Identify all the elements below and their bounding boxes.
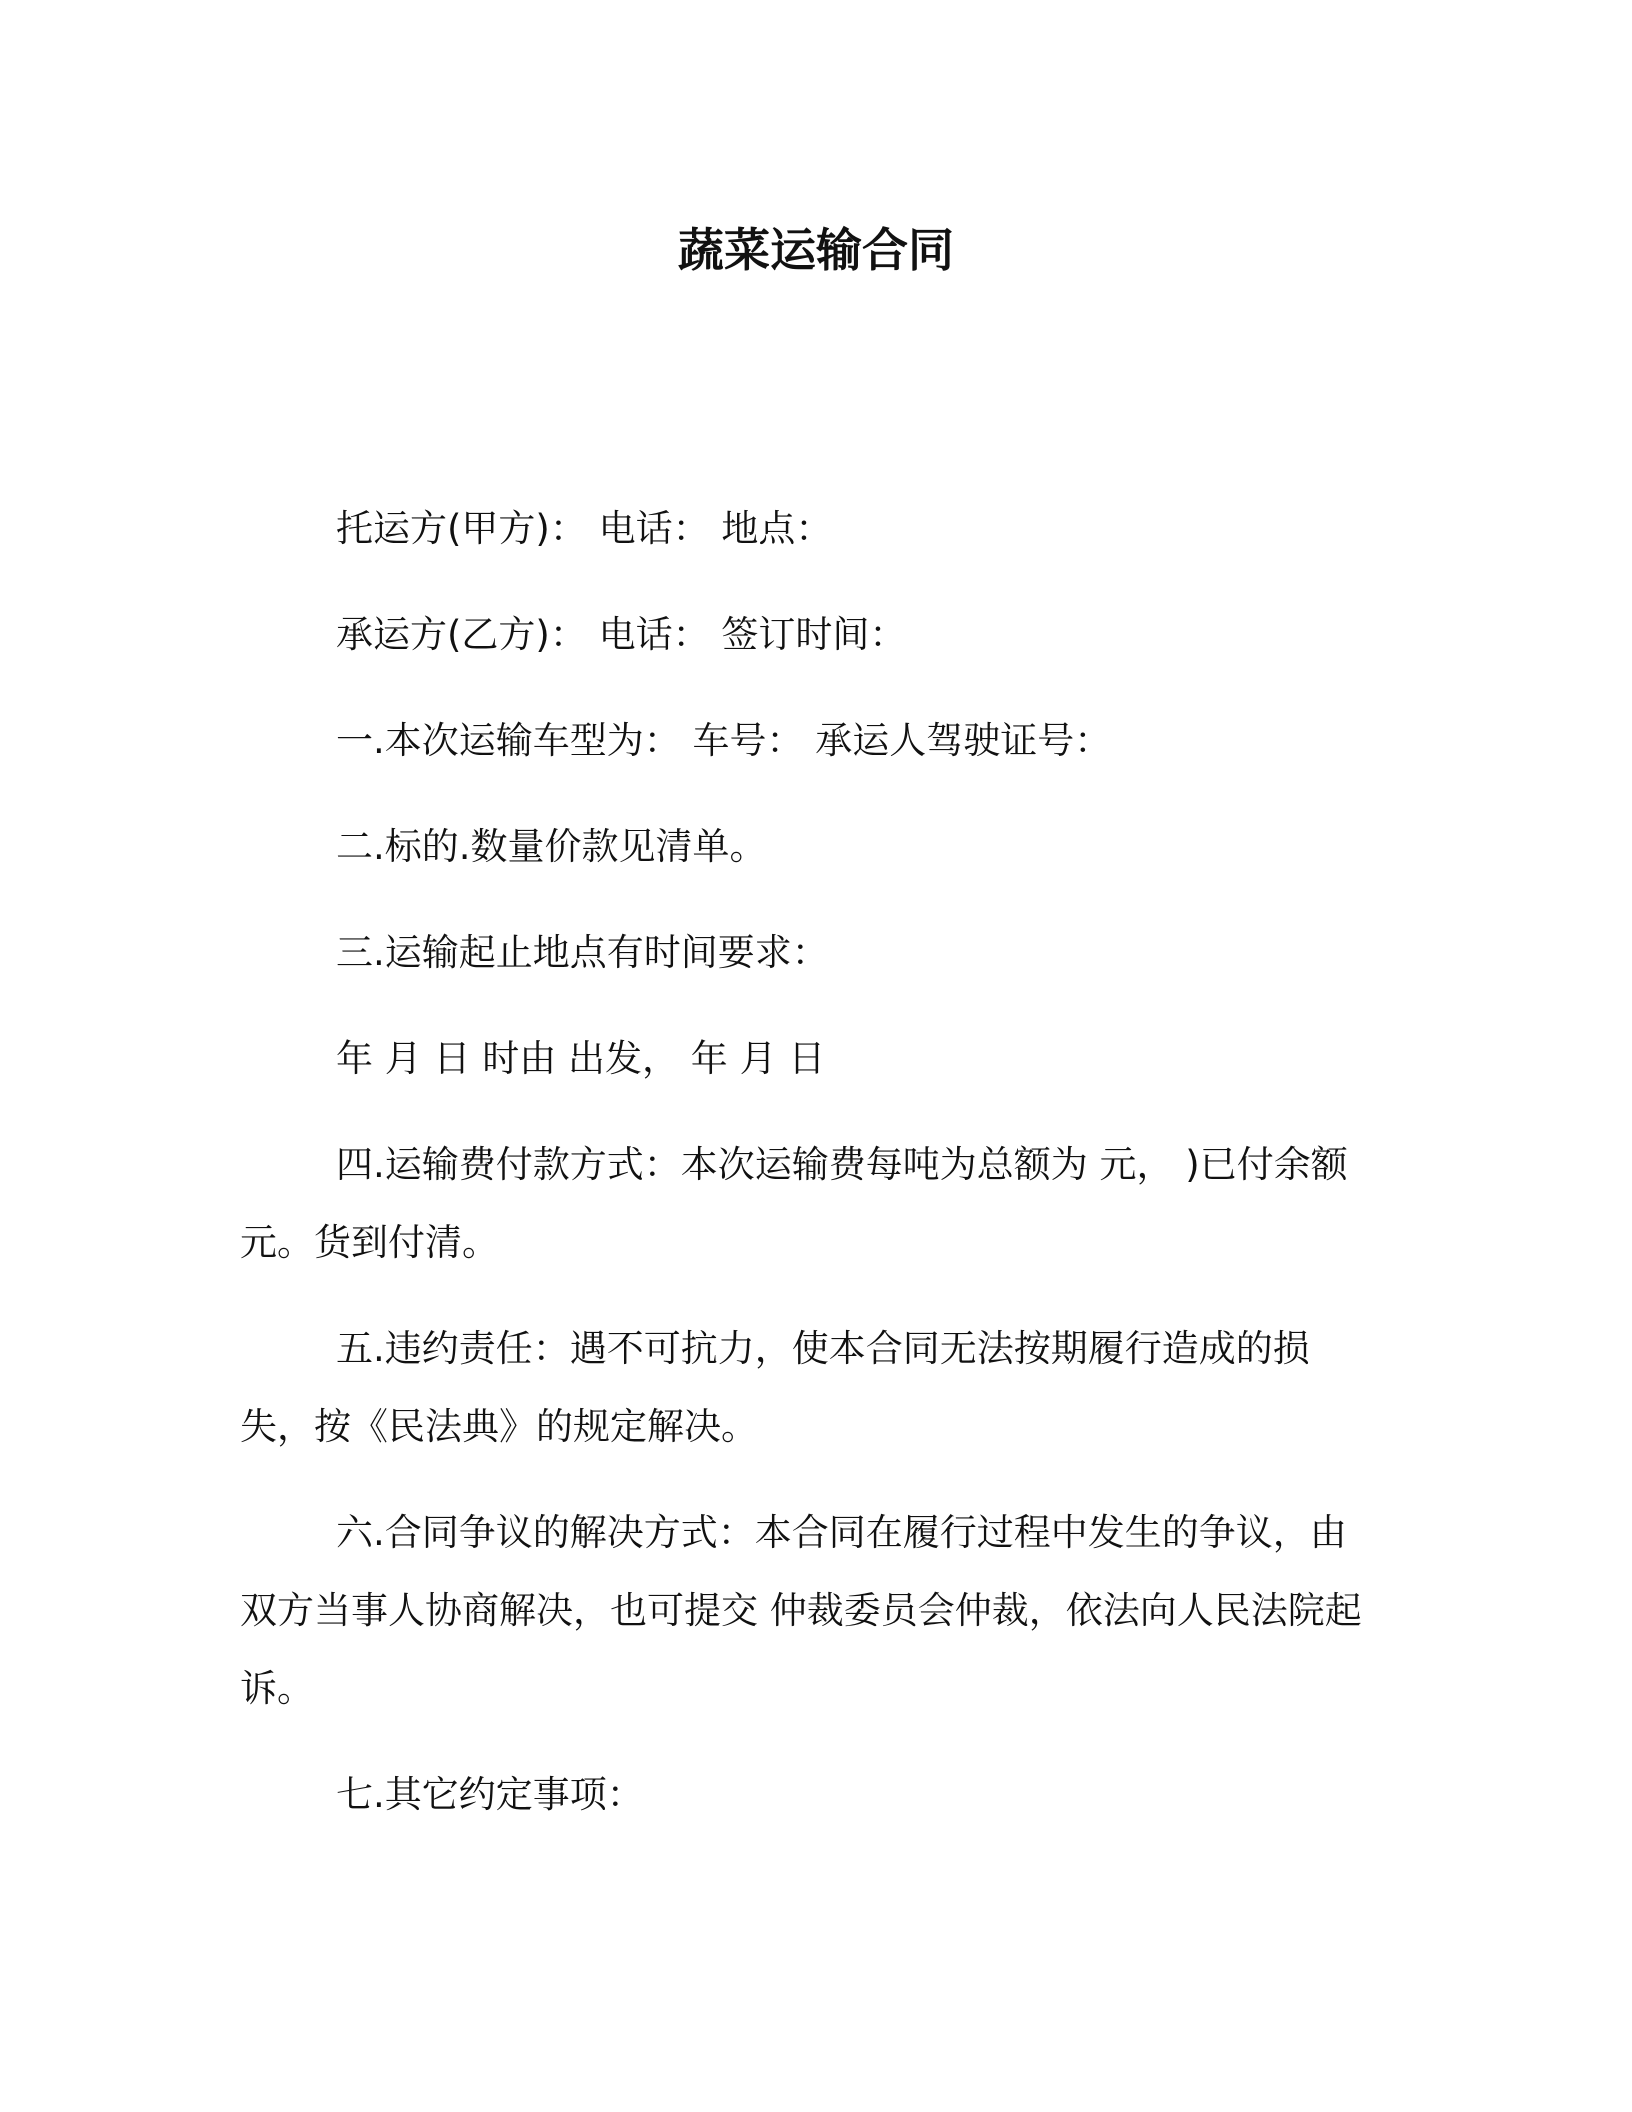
paragraph-clause-5: 五.违约责任：遇不可抗力，使本合同无法按期履行造成的损失，按《民法典》的规定解决。	[240, 1327, 1310, 1448]
paragraph-clause-1: 一.本次运输车型为： 车号： 承运人驾驶证号：	[336, 719, 1112, 762]
paragraph-clause-4: 四.运输费付款方式：本次运输费每吨为总额为 元， )已付余额 元。货到付清。	[240, 1143, 1348, 1264]
paragraph-schedule: 年 月 日 时由 出发， 年 月 日	[336, 1037, 826, 1080]
paragraph-clause-2: 二.标的.数量价款见清单。	[336, 825, 767, 868]
paragraph-clause-3: 三.运输起止地点有时间要求：	[336, 931, 829, 974]
paragraph-shipper: 托运方(甲方)： 电话： 地点：	[336, 507, 833, 550]
paragraph-clause-7: 七.其它约定事项：	[336, 1773, 644, 1816]
paragraph-clause-6: 六.合同争议的解决方式：本合同在履行过程中发生的争议，由双方当事人协商解决，也可提交 仲裁委员会仲裁，依法向人民法院起诉。	[240, 1511, 1362, 1710]
paragraph-carrier: 承运方(乙方)： 电话： 签订时间：	[336, 613, 907, 656]
document-body	[240, 490, 1370, 1862]
document-title: 蔬菜运输合同	[678, 223, 954, 277]
